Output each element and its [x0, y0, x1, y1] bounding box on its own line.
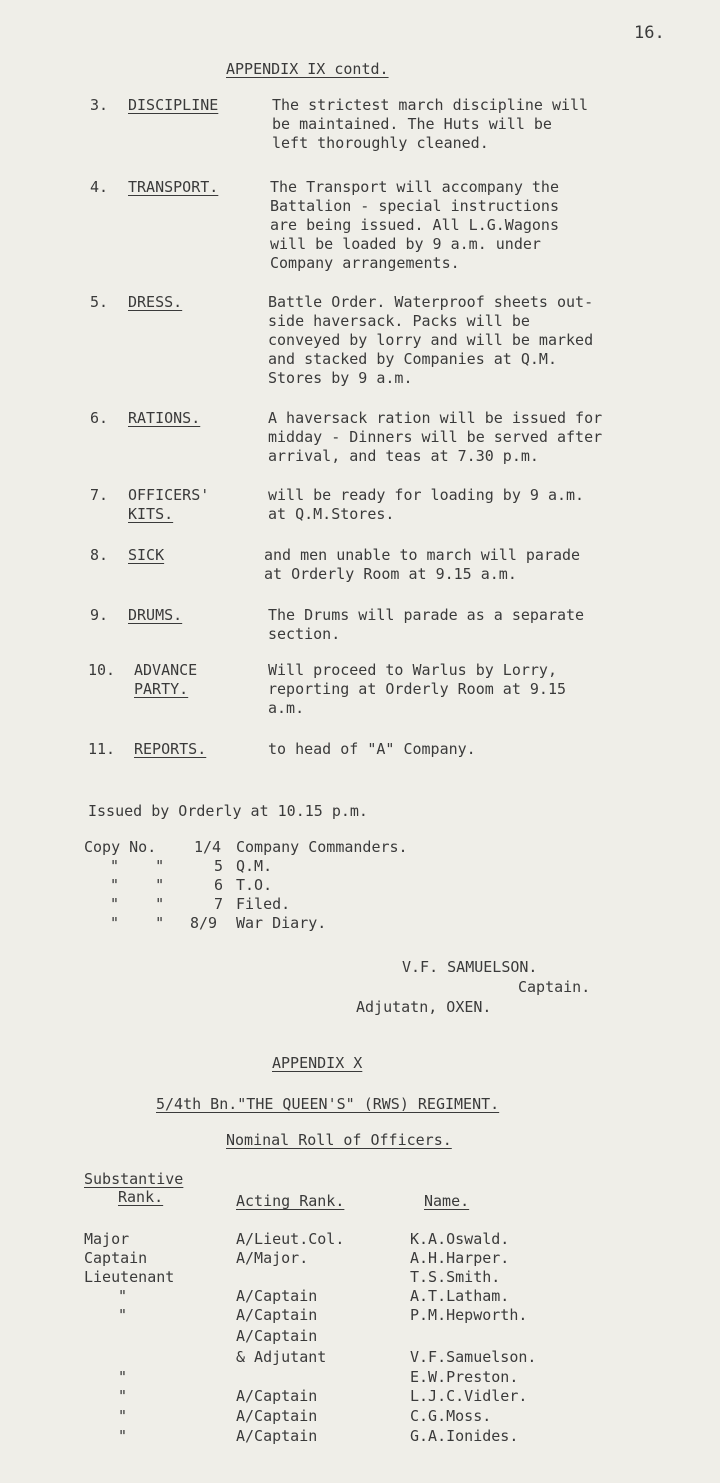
- officers-roll-table: Major A/Lieut.Col. K.A.Oswald. Captain A/Major. A.H.Harper. Lieutenant T.S.Smith. " A/Captain A.T.Latham. " A/Captain P.M.Hepworth. A/Captain & Adjutant V.F.Samuelson. " E.W.Preston. " A/Captain L.J.C.Vidler. " A/Captain C.G.Moss. " A/Captain G.A.Ionides.: [84, 1230, 537, 1445]
- body-line: will be loaded by 9 a.m. under: [270, 235, 541, 253]
- body-line: conveyed by lorry and will be marked: [268, 331, 594, 349]
- section-number: 7.: [90, 486, 109, 504]
- section-number: 11.: [88, 740, 116, 758]
- section-title: [134, 661, 197, 699]
- appendix-x-title: APPENDIX X: [272, 1054, 363, 1072]
- body-line: Will proceed to Warlus by Lorry,: [268, 661, 557, 679]
- issued-line: Issued by Orderly at 10.15 p.m.: [88, 802, 368, 820]
- body-line: and men unable to march will parade: [264, 546, 581, 564]
- section-title: REPORTS.: [134, 740, 207, 758]
- section-body: [268, 486, 584, 524]
- section-title: TRANSPORT.: [128, 178, 219, 196]
- section-title: SICK: [128, 546, 165, 564]
- title-line: PARTY.: [134, 680, 189, 698]
- body-line: Battle Order. Waterproof sheets out-: [268, 293, 594, 311]
- section-number: 10.: [88, 661, 116, 679]
- title-line: OFFICERS': [128, 486, 210, 504]
- section-body: [270, 178, 559, 273]
- copy-distribution-list: Copy No. 1/4 Company Commanders. " " 5 Q.M. " " 6 T.O. " " 7 Filed. " " 8/9 War Diary.: [84, 838, 408, 932]
- body-line: at Q.M.Stores.: [268, 505, 395, 523]
- section-body: [268, 661, 566, 718]
- body-line: reporting at Orderly Room at 9.15: [268, 680, 567, 698]
- battalion-title: 5/4th Bn."THE QUEEN'S" (RWS) REGIMENT.: [156, 1095, 500, 1113]
- body-line: Company arrangements.: [270, 254, 460, 272]
- body-line: The Transport will accompany the: [270, 178, 559, 196]
- header-substantive-rank: Rank.: [118, 1188, 164, 1206]
- signature-role: Adjutatn, OXEN.: [356, 998, 492, 1016]
- header-name: Name.: [424, 1192, 470, 1210]
- section-title: [128, 486, 209, 524]
- body-line: midday - Dinners will be served after: [268, 428, 603, 446]
- body-line: side haversack. Packs will be: [268, 312, 530, 330]
- appendix-ix-title: APPENDIX IX contd.: [226, 60, 389, 78]
- page-number: 16.: [634, 23, 665, 43]
- section-body: [268, 293, 593, 388]
- section-title: DRESS.: [128, 293, 183, 311]
- body-line: arrival, and teas at 7.30 p.m.: [268, 447, 539, 465]
- section-number: 3.: [90, 96, 109, 114]
- body-line: at Orderly Room at 9.15 a.m.: [264, 565, 517, 583]
- signature-rank: Captain.: [518, 978, 591, 996]
- section-body: [268, 409, 602, 466]
- body-line: The Drums will parade as a separate: [268, 606, 585, 624]
- title-line: KITS.: [128, 505, 174, 523]
- section-body: [264, 546, 580, 584]
- section-title: RATIONS.: [128, 409, 201, 427]
- section-body: [268, 606, 584, 644]
- body-line: section.: [268, 625, 341, 643]
- body-line: are being issued. All L.G.Wagons: [270, 216, 559, 234]
- body-line: be maintained. The Huts will be: [272, 115, 552, 133]
- signature-name: V.F. SAMUELSON.: [402, 958, 538, 976]
- body-line: Battalion - special instructions: [270, 197, 559, 215]
- body-line: a.m.: [268, 699, 305, 717]
- section-number: 9.: [90, 606, 109, 624]
- section-number: 8.: [90, 546, 109, 564]
- body-line: The strictest march discipline will: [272, 96, 589, 114]
- section-title: DRUMS.: [128, 606, 183, 624]
- header-substantive: Substantive: [84, 1170, 184, 1188]
- body-line: A haversack ration will be issued for: [268, 409, 603, 427]
- section-body: [268, 740, 476, 759]
- nominal-roll-title: Nominal Roll of Officers.: [226, 1131, 452, 1149]
- section-number: 5.: [90, 293, 109, 311]
- body-line: will be ready for loading by 9 a.m.: [268, 486, 585, 504]
- body-line: left thoroughly cleaned.: [272, 134, 489, 152]
- header-acting-rank: Acting Rank.: [236, 1192, 345, 1210]
- section-number: 4.: [90, 178, 109, 196]
- body-line: Stores by 9 a.m.: [268, 369, 413, 387]
- body-line: to head of "A" Company.: [268, 740, 476, 758]
- section-body: [272, 96, 588, 153]
- title-line: ADVANCE: [134, 661, 198, 679]
- section-number: 6.: [90, 409, 109, 427]
- body-line: and stacked by Companies at Q.M.: [268, 350, 557, 368]
- section-title: DISCIPLINE: [128, 96, 219, 114]
